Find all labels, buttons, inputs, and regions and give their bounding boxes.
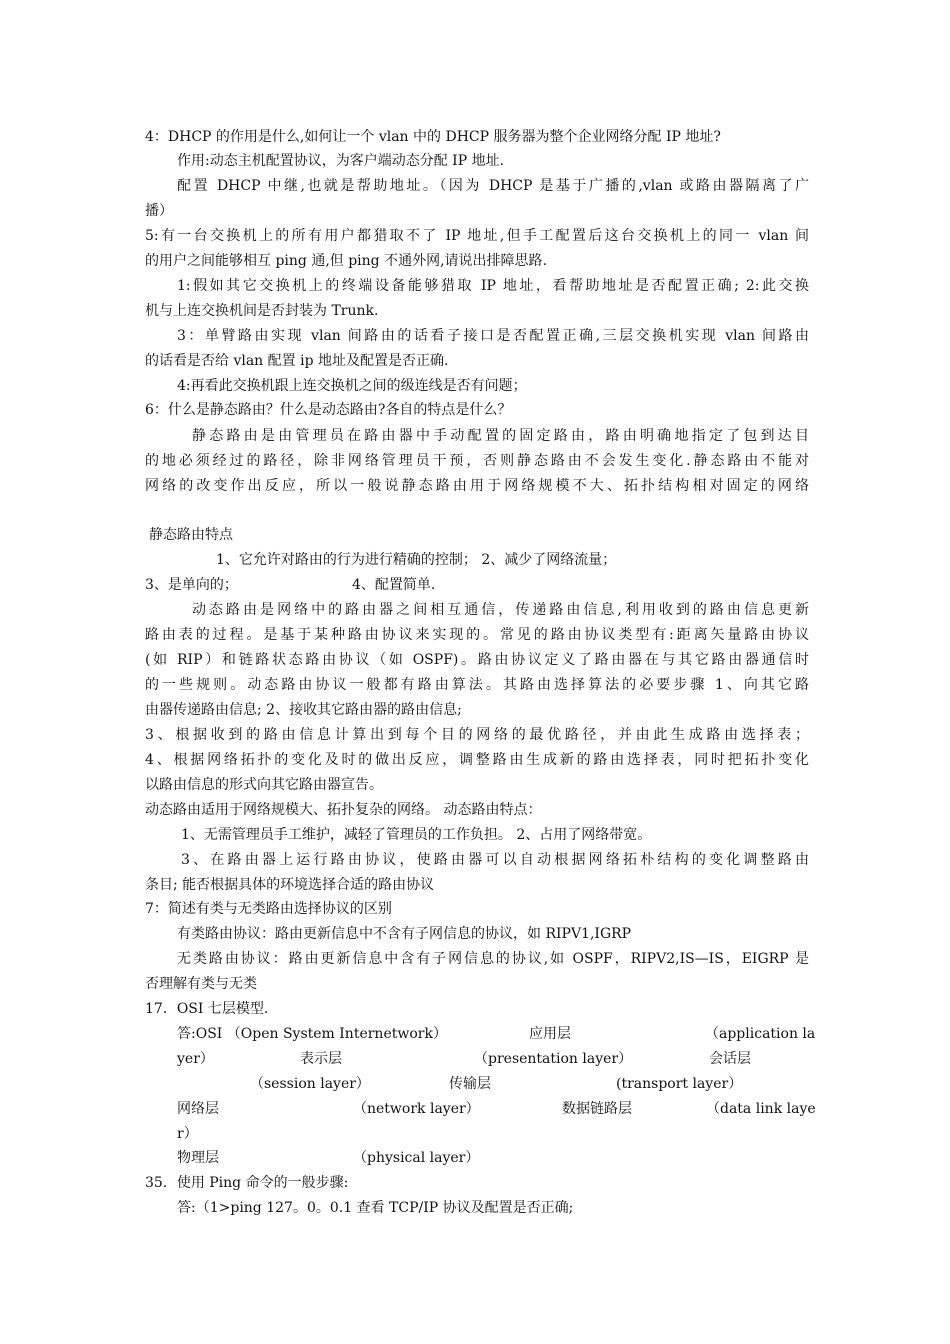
paragraph-line: 的一些规则。动态路由协议一般都有路由算法。其路由选择算法的必要步骤 1、向其它路: [145, 677, 809, 693]
osi-layer-english: yer）: [177, 1051, 214, 1067]
paragraph-line: 动态路由是网络中的路由器之间相互通信，传递路由信息,利用收到的路由信息更新: [192, 602, 809, 618]
question-7-heading: 7：简述有类与无类路由选择协议的区别: [145, 901, 392, 917]
paragraph-line: 路由表的过程。是基于某种路由协议来实现的。常见的路由协议类型有:距离矢量路由协议: [145, 627, 809, 643]
paragraph-line: 作用:动态主机配置协议，为客户端动态分配 IP 地址.: [177, 153, 505, 169]
question-6-heading: 6：什么是静态路由？什么是动态路由?各自的特点是什么？: [145, 402, 512, 418]
paragraph-line: 答:（1>ping 127。0。0.1 查看 TCP/IP 协议及配置是否正确;: [177, 1200, 574, 1216]
question-5-heading: 5:有一台交换机上的所有用户都猎取不了 IP 地址,但手工配置后这台交换机上的同一 vlan 间: [145, 228, 809, 244]
list-item: 3、是单向的；: [145, 577, 238, 593]
paragraph-line: 1、它允许对路由的行为进行精确的控制； 2、减少了网络流量；: [216, 552, 617, 568]
paragraph-line: 1、无需管理员手工维护，减轻了管理员的工作负担。 2、占用了网络带宽。: [181, 827, 652, 843]
osi-layer-name: 会话层: [709, 1051, 751, 1067]
paragraph-line: (如 RIP）和链路状态路由协议（如 OSPF)。路由协议定义了路由器在与其它路由器通信时: [145, 652, 809, 668]
osi-layer-english: （data link laye: [706, 1101, 816, 1117]
osi-layer-english: （application la: [705, 1026, 816, 1042]
paragraph-line: 条目; 能否根据具体的环境选择合适的路由协议: [145, 877, 435, 893]
question-35-heading: 35．使用 Ping 命令的一般步骤:: [145, 1175, 349, 1191]
paragraph-line: 3：单臂路由实现 vlan 间路由的话看子接口是否配置正确,三层交换机实现 vlan 间路由: [177, 328, 809, 344]
osi-layer-english: （network layer）: [353, 1101, 480, 1117]
paragraph-line: 播）: [145, 203, 173, 219]
paragraph-line: 3、根据收到的路由信息计算出到每个目的网络的最优路径，并由此生成路由选择表；: [145, 727, 809, 743]
paragraph-line: 4、根据网络拓扑的变化及时的做出反应，调整路由生成新的路由选择表，同时把拓扑变化: [145, 752, 809, 768]
paragraph-line: 机与上连交换机间是否封装为 Trunk.: [145, 303, 379, 319]
osi-layer-english: （physical layer）: [353, 1150, 480, 1166]
osi-layer-english: （presentation layer）: [474, 1051, 633, 1067]
osi-answer: 答:OSI （Open System Internetwork）: [177, 1026, 447, 1042]
paragraph-line: 1:假如其它交换机上的终端设备能够猎取 IP 地址，看帮助地址是否配置正确; 2:此交换: [177, 278, 809, 294]
paragraph-line: 动态路由适用于网络规模大、拓扑复杂的网络。 动态路由特点：: [145, 802, 542, 818]
paragraph-line: 3、在路由器上运行路由协议，使路由器可以自动根据网络拓朴结构的变化调整路由: [181, 852, 809, 868]
paragraph-line: 配置 DHCP 中继,也就是帮助地址。（因为 DHCP 是基于广播的,vlan 或路由器隔离了广: [177, 178, 809, 194]
question-4-heading: 4：DHCP 的作用是什么,如何让一个 vlan 中的 DHCP 服务器为整个企业网络分配 IP 地址?: [145, 129, 721, 145]
osi-layer-english: r）: [177, 1126, 198, 1142]
osi-layer-name: 数据链路层: [562, 1101, 632, 1117]
subheading: 静态路由特点: [149, 527, 233, 543]
osi-layer-name: 物理层: [177, 1150, 219, 1166]
osi-layer-name: 应用层: [529, 1026, 571, 1042]
osi-layer-name: 网络层: [177, 1101, 219, 1117]
paragraph-line: 否理解有类与无类: [145, 976, 257, 992]
paragraph-line: 的地必须经过的路径，除非网络管理员干预，否则静态路由不会发生变化.静态路由不能对: [145, 453, 809, 469]
osi-layer-name: 传输层: [449, 1076, 491, 1092]
paragraph-line: 网络的改变作出反应，所以一般说静态路由用于网络规模不大、拓扑结构相对固定的网络: [145, 478, 809, 494]
paragraph-line: 无类路由协议：路由更新信息中含有子网信息的协议,如 OSPF，RIPV2,IS—IS，EIGRP 是: [177, 951, 809, 967]
osi-layer-english: （session layer）: [250, 1076, 370, 1092]
question-17-heading: 17．OSI 七层模型.: [145, 1001, 269, 1017]
paragraph-line: 有类路由协议：路由更新信息中不含有子网信息的协议，如 RIPV1,IGRP: [177, 926, 632, 942]
paragraph-line: 由器传递路由信息; 2、接收其它路由器的路由信息;: [145, 702, 462, 718]
list-item: 4、配置简单.: [352, 577, 436, 593]
paragraph-line: 静态路由是由管理员在路由器中手动配置的固定路由，路由明确地指定了包到达目: [192, 428, 809, 444]
paragraph-line: 的用户之间能够相互 ping 通,但 ping 不通外网,请说出排障思路.: [145, 253, 547, 269]
osi-layer-name: 表示层: [300, 1051, 342, 1067]
osi-layer-english: (transport layer）: [616, 1076, 743, 1092]
paragraph-line: 4:再看此交换机跟上连交换机之间的级连线是否有问题；: [177, 378, 527, 394]
paragraph-line: 以路由信息的形式向其它路由器宣告。: [145, 777, 383, 793]
paragraph-line: 的话看是否给 vlan 配置 ip 地址及配置是否正确.: [145, 353, 449, 369]
